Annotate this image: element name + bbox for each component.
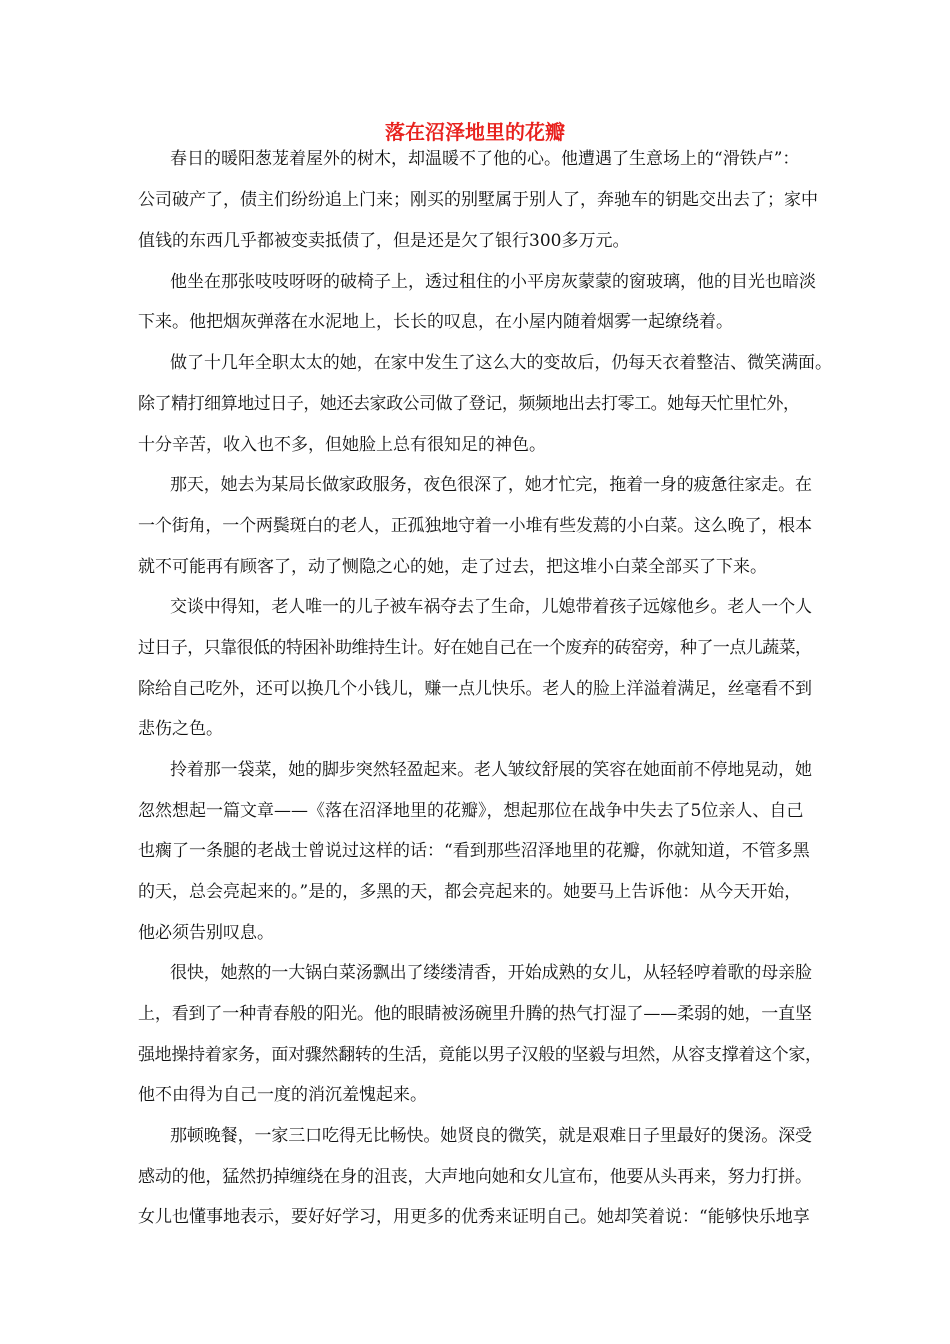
body-line: 下来。他把烟灰弹落在水泥地上，长长的叹息，在小屋内随着烟雾一起缭绕着。 (138, 312, 733, 332)
body-line: 的天，总会亮起来的。”是的，多黑的天，都会亮起来的。她要马上告诉他：从今天开始， (138, 882, 802, 902)
body-line: 一个街角，一个两鬓斑白的老人，正孤独地守着一小堆有些发蔫的小白菜。这么晚了，根本 (138, 516, 812, 536)
body-line: 那天，她去为某局长做家政服务，夜色很深了，她才忙完，拖着一身的疲惫往家走。在 (170, 475, 812, 495)
body-line: 交谈中得知，老人唯一的儿子被车祸夺去了生命，儿媳带着孩子远嫁他乡。老人一个人 (170, 597, 812, 617)
body-line: 拎着那一袋菜，她的脚步突然轻盈起来。老人皱纹舒展的笑容在她面前不停地晃动，她 (170, 760, 812, 780)
body-line: 他坐在那张吱吱呀呀的破椅子上，透过租住的小平房灰蒙蒙的窗玻璃，他的目光也暗淡 (170, 272, 816, 292)
body-line: 春日的暖阳葱茏着屋外的树木，却温暖不了他的心。他遭遇了生意场上的“滑铁卢”： (170, 149, 800, 169)
body-line: 值钱的东西几乎都被变卖抵债了，但是还是欠了银行300多万元。 (138, 231, 630, 251)
body-line: 上，看到了一种青春般的阳光。他的眼睛被汤碗里升腾的热气打湿了——柔弱的她，一直坚 (138, 1004, 812, 1024)
body-line: 强地操持着家务，面对骤然翻转的生活，竟能以男子汉般的坚毅与坦然，从容支撑着这个家， (138, 1045, 822, 1065)
body-line: 感动的他，猛然扔掉缠绕在身的沮丧，大声地向她和女儿宣布，他要从头再来，努力打拼。 (138, 1167, 812, 1187)
body-line: 做了十几年全职太太的她，在家中发生了这么大的变故后，仍每天衣着整洁、微笑满面。 (170, 353, 832, 373)
body-line: 也瘸了一条腿的老战士曾说过这样的话：“看到那些沼泽地里的花瓣，你就知道，不管多黑 (138, 841, 810, 861)
body-line: 他不由得为自己一度的消沉羞愧起来。 (138, 1085, 427, 1105)
body-line: 过日子，只靠很低的特困补助维持生计。好在她自己在一个废弃的砖窑旁，种了一点儿蔬菜， (138, 638, 812, 658)
body-line: 那顿晚餐，一家三口吃得无比畅快。她贤良的微笑，就是艰难日子里最好的煲汤。深受 (170, 1126, 812, 1146)
body-line: 十分辛苦，收入也不多，但她脸上总有很知足的神色。 (138, 435, 546, 455)
body-line: 忽然想起一篇文章——《落在沼泽地里的花瓣》，想起那位在战争中失去了5位亲人、自己 (138, 801, 804, 821)
body-line: 除给自己吃外，还可以换几个小钱儿，赚一点儿快乐。老人的脸上洋溢着满足，丝毫看不到 (138, 679, 812, 699)
body-line: 他必须告别叹息。 (138, 923, 274, 943)
body-line: 女儿也懂事地表示，要好好学习，用更多的优秀来证明自己。她却笑着说：“能够快乐地享 (138, 1207, 810, 1227)
body-line: 悲伤之色。 (138, 719, 223, 739)
body-line: 很快，她熬的一大锅白菜汤飘出了缕缕清香，开始成熟的女儿，从轻轻哼着歌的母亲脸 (170, 963, 812, 983)
body-line: 除了精打细算地过日子，她还去家政公司做了登记，频频地出去打零工。她每天忙里忙外， (138, 394, 800, 414)
body-line: 公司破产了，债主们纷纷追上门来；刚买的别墅属于别人了，奔驰车的钥匙交出去了；家中 (138, 190, 818, 210)
body-line: 就不可能再有顾客了，动了恻隐之心的她，走了过去，把这堆小白菜全部买了下来。 (138, 557, 767, 577)
document-title: 落在沼泽地里的花瓣 (385, 120, 565, 144)
